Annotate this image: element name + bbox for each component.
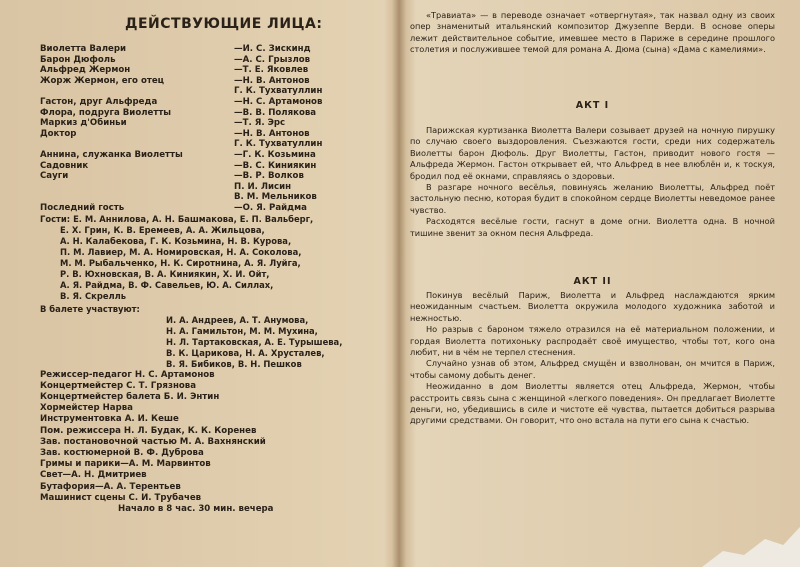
cast-role: Маркиз д'Обиньи [40, 118, 127, 129]
act2-paragraph: Случайно узнав об этом, Альфред смущён и взволнован, он мчится в Париж, чтобы самому добыть денег. [410, 358, 775, 380]
cast-row [40, 203, 380, 214]
cast-role: Жорж Жермон, его отец [40, 75, 165, 86]
act2-paragraph: Но разрыв с бароном тяжело отразился на её материальном положении, и гордая Виолетта потихоньку распродаёт своё имущество, чтобы тот, кого она любит, ни в чём не терпел стеснения. [410, 324, 775, 358]
cast-row [40, 44, 380, 55]
cast-role: Доктор [40, 128, 77, 139]
act1-paragraph: Расходятся весёлые гости, гаснут в доме огни. Виолетта одна. В ночной тишине звенит за окном песня Альфреда. [410, 216, 775, 238]
guests-line: Е. Х. Грин, К. В. Еремеев, А. А. Жильцова, [60, 224, 265, 235]
guests-label: Гости: [40, 213, 71, 224]
ballet-line: Н. Л. Тартаковская, А. Е. Турышева, [166, 336, 343, 347]
guests-line: Е. М. Аннилова, А. Н. Башмакова, Е. П. Вальберг, [73, 213, 314, 224]
act1-paragraph: Парижская куртизанка Виолетта Валери созывает друзей на ночную пирушку по случаю своего выздоровления. Съезжаются гости, среди них содержатель Виолетты барон Дюфоль. Друг Виолетты, Гастон, приводит нового гостя — Альфреда Жермон. Гастон открывает ей, что Альфред в нее влюблён и, к тоскуя, бродил под её окнами, справляясь о здоровьи. [410, 125, 775, 181]
cast-row [40, 76, 380, 87]
crew-line: Зав. костюмерной В. Ф. Дуброва [40, 447, 204, 458]
cast-role: Барон Дюфоль [40, 54, 116, 65]
cast-actor: —Г. К. Козьмина [234, 149, 316, 160]
crew-line: Пом. режиссера Н. Л. Будак, К. К. Коренев [40, 425, 257, 436]
cast-actor: Г. К. Тухватуллин [234, 86, 323, 97]
crew-line: Зав. постановочной частью М. А. Вахнянский [40, 436, 266, 447]
act1-heading: АКТ I [575, 100, 610, 111]
left-page [40, 0, 380, 567]
guests-line: А. Я. Райдма, В. Ф. Савельев, Ю. А. Силлах, [60, 279, 274, 290]
crew-line: Концертмейстер С. Т. Грязнова [40, 380, 197, 391]
cast-row [40, 118, 380, 129]
cast-actor: —Т. Е. Яковлев [234, 65, 309, 76]
cast-role: Аннина, служанка Виолетты [40, 149, 183, 160]
center-fold [392, 0, 406, 567]
cast-title: ДЕЙСТВУЮЩИЕ ЛИЦА: [125, 16, 323, 32]
cast-row [40, 65, 380, 76]
cast-row [40, 139, 380, 150]
guests-line: Р. В. Юхновская, В. А. Киниякин, Х. И. Ойт, [60, 268, 270, 279]
crew-line: Бутафория—А. А. Терентьев [40, 481, 181, 492]
cast-role: Последний гость [40, 202, 125, 213]
cast-actor: —Н. В. Антонов [234, 128, 310, 139]
guests-line: В. Я. Скрелль [60, 290, 127, 301]
cast-row [40, 150, 380, 161]
cast-role: Виолетта Валери [40, 44, 126, 54]
ballet-line: В. Я. Бибиков, В. Н. Пешков [166, 358, 302, 369]
cast-actor: —В. В. Полякова [234, 107, 317, 118]
cast-row [40, 182, 380, 193]
cast-row [40, 129, 380, 140]
cast-actor: —Т. Я. Эрс [234, 118, 286, 129]
crew-line: Машинист сцены С. И. Трубачев [40, 492, 202, 503]
cast-row [40, 161, 380, 172]
crew-line: Свет—А. Н. Дмитриев [40, 470, 147, 481]
cast-row [40, 86, 380, 97]
cast-actor: Г. К. Тухватуллин [234, 139, 323, 150]
act2-text [410, 290, 775, 427]
ballet-line: Н. А. Гамильтон, М. М. Мухина, [166, 325, 318, 336]
cast-actor: —Н. С. Артамонов [234, 96, 323, 107]
cast-row [40, 97, 380, 108]
cast-row [40, 108, 380, 119]
crew-block [40, 370, 380, 516]
act1-paragraph: В разгаре ночного весёлья, повинуясь желанию Виолетты, Альфред поёт застольную песню, которая будит в спокойном сердце Виолетты неведомое ранее чувство. [410, 182, 775, 215]
ballet-label: В балете участвуют: [40, 303, 140, 314]
crew-line: Концертмейстер балета Б. И. Энтин [40, 391, 220, 402]
cast-row [40, 192, 380, 203]
guests-line: П. М. Лавиер, М. А. Номировская, Н. А. Соколова, [60, 246, 302, 257]
act2-paragraph: Покинув весёлый Париж, Виолетта и Альфред наслаждаются ярким неожиданным счастьем. Виолетта окружила молодого художника заботой и нежностью. [410, 290, 775, 323]
act2-heading: АКТ II [573, 276, 612, 287]
ballet-line: И. А. Андреев, А. Т. Анумова, [166, 314, 309, 325]
cast-actor: —В. С. Киниякин [234, 160, 317, 171]
crew-line: Инструментовка А. И. Кеше [40, 414, 179, 425]
guests-line: А. Н. Калабекова, Г. К. Козьмина, Н. В. Курова, [60, 235, 292, 246]
act2-paragraph: Неожиданно в дом Виолетты является отец Альфреда, Жермон, чтобы расстроить связь сына с женщиной «легкого поведения». Он предлагает Виолетте деньги, но, убедившись в силе и чистоте её чувства, пытается добиться разрыва другими средствами. Он говорит, что оно встала на пути его сына к счастью. [410, 381, 775, 426]
guests-block [40, 214, 380, 370]
cast-actor: —О. Я. Райдма [234, 202, 307, 213]
cast-role: Сауги [40, 171, 69, 182]
ballet-line: В. К. Царикова, Н. А. Хрусталев, [166, 347, 325, 358]
cast-row [40, 55, 380, 66]
crew-line: Хормейстер Нарва [40, 403, 133, 414]
cast-actor: —А. С. Грызлов [234, 54, 311, 65]
intro-paragraph: «Травиата» — в переводе означает «отвергнутая», так назвал одну из своих опер знаменитый итальянский композитор Джузеппе Верди. В основе оперы лежит действительное событие, имевшее место в Париже в середине прошлого столетия и послужившее темой для романа А. Дюма (сына) «Дама с камелиями». [410, 10, 775, 55]
cast-actor: —И. С. Зискинд [234, 44, 311, 54]
act1-text [410, 125, 775, 239]
cast-role: Садовник [40, 160, 89, 171]
start-time: Начало в 8 час. 30 мин. вечера [118, 503, 274, 514]
cast-actor: В. М. Мельников [234, 192, 317, 203]
crew-line: Гримы и парики—А. М. Марвинтов [40, 459, 211, 470]
guests-line: М. М. Рыбальченко, Н. К. Сиротнина, А. Я. Луйга, [60, 257, 301, 268]
cast-actor: —Н. В. Антонов [234, 75, 310, 86]
right-page [410, 0, 775, 567]
cast-actor: П. И. Лисин [234, 181, 292, 192]
cast-role: Альфред Жермон [40, 65, 131, 76]
cast-role: Флора, подруга Виолетты [40, 107, 172, 118]
crew-line: Режиссер-педагог Н. С. Артамонов [40, 369, 215, 380]
cast-list [40, 44, 380, 515]
cast-role: Гастон, друг Альфреда [40, 96, 158, 107]
cast-row [40, 171, 380, 182]
cast-actor: —В. Р. Волков [234, 171, 304, 182]
